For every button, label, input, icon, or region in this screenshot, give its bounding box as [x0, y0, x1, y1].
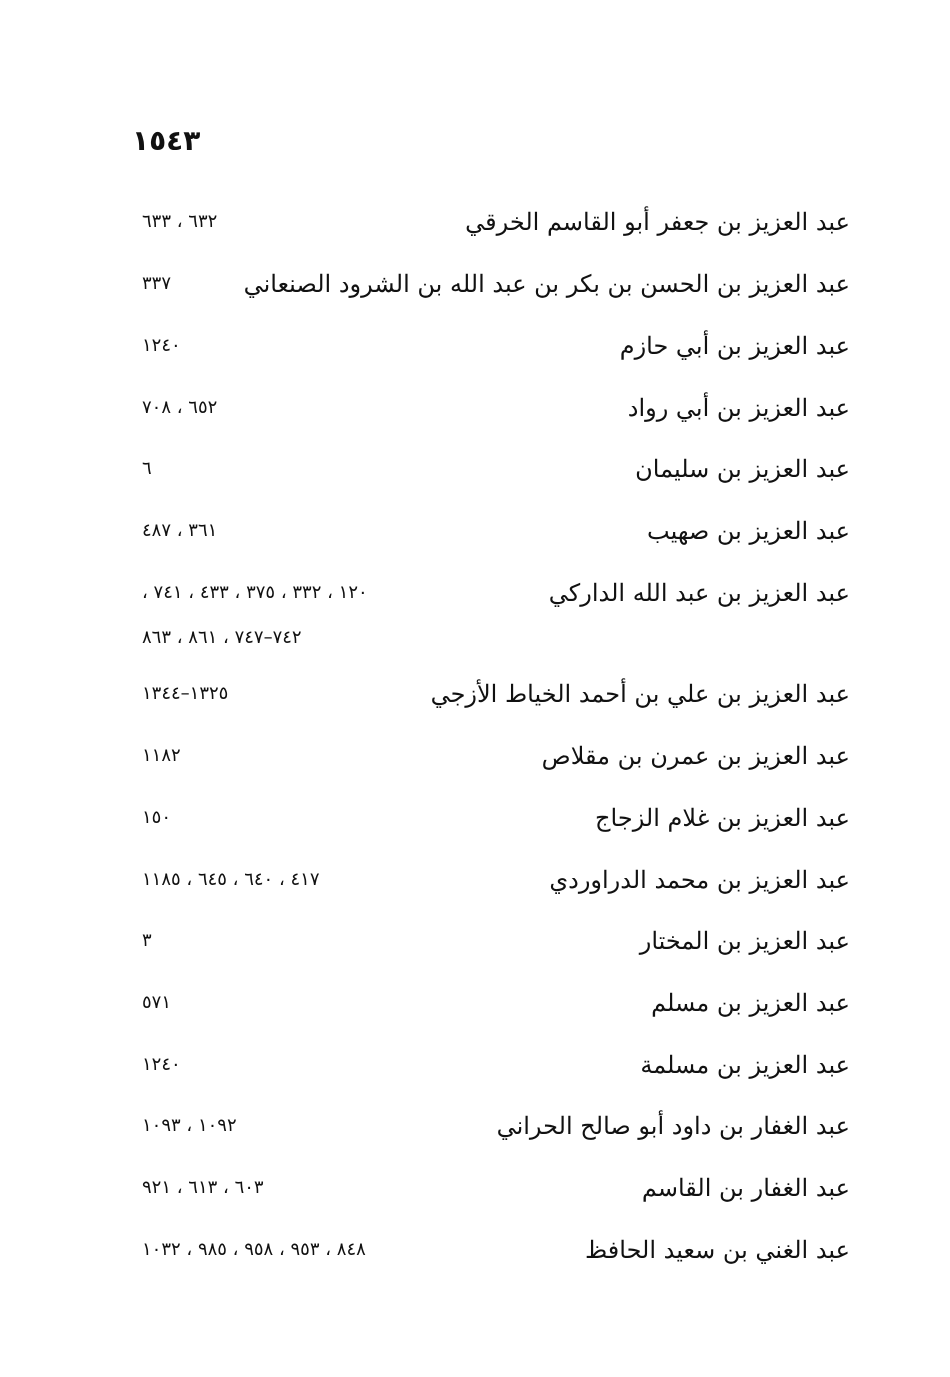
entry-name: عبد العزيز بن صهيب: [647, 517, 850, 545]
entry-page-refs: ١٢٤٠: [142, 335, 181, 356]
page-number: ١٥٤٣: [132, 124, 201, 157]
entry-page-refs: ٦٣٢ ، ٦٣٣: [142, 211, 218, 232]
entry-page-refs-continued: ٧٤٢–٧٤٧ ، ٨٦١ ، ٨٦٣: [142, 627, 302, 648]
entry-name: عبد العزيز بن مسلمة: [640, 1051, 850, 1079]
entry-page-refs: ١٢٠ ، ٣٣٢ ، ٣٧٥ ، ٤٣٣ ، ٧٤١ ،: [142, 582, 368, 603]
entry-page-refs: ٣: [142, 930, 152, 951]
entry-name: عبد العزيز بن الحسن بن بكر بن عبد الله بن الشرود الصنعاني: [243, 270, 850, 298]
entry-name: عبد الغفار بن القاسم: [641, 1174, 850, 1202]
entry-page-refs: ٦: [142, 458, 152, 479]
entry-page-refs: ٣٣٧: [142, 273, 172, 294]
entry-name: عبد العزيز بن عبد الله الداركي: [548, 579, 850, 607]
entry-name: عبد الغفار بن داود أبو صالح الحراني: [496, 1112, 850, 1140]
entry-page-refs: ١٣٢٥–١٣٤٤: [142, 683, 229, 704]
entry-page-refs: ١٢٤٠: [142, 1054, 181, 1075]
entry-page-refs: ١٠٩٢ ، ١٠٩٣: [142, 1115, 237, 1136]
entry-page-refs: ٨٤٨ ، ٩٥٣ ، ٩٥٨ ، ٩٨٥ ، ١٠٣٢: [142, 1239, 366, 1260]
entry-page-refs: ٤١٧ ، ٦٤٠ ، ٦٤٥ ، ١١٨٥: [142, 869, 320, 890]
entry-name: عبد العزيز بن سليمان: [635, 455, 850, 483]
entry-name: عبد العزيز بن علي بن أحمد الخياط الأزجي: [430, 680, 850, 708]
entry-page-refs: ٥٧١: [142, 992, 172, 1013]
entry-name: عبد العزيز بن جعفر أبو القاسم الخرقي: [465, 208, 850, 236]
entry-page-refs: ٦٥٢ ، ٧٠٨: [142, 397, 218, 418]
entry-page-refs: ١٥٠: [142, 807, 172, 828]
entry-name: عبد العزيز بن مسلم: [651, 989, 850, 1017]
entry-name: عبد الغني بن سعيد الحافظ: [585, 1236, 850, 1264]
entry-name: عبد العزيز بن غلام الزجاج: [595, 804, 850, 832]
entry-name: عبد العزيز بن المختار: [639, 927, 850, 955]
entry-name: عبد العزيز بن عمرن بن مقلاص: [541, 742, 850, 770]
entry-page-refs: ٦٠٣ ، ٦١٣ ، ٩٢١: [142, 1177, 264, 1198]
entry-name: عبد العزيز بن أبي حازم: [619, 332, 850, 360]
entry-page-refs: ٣٦١ ، ٤٨٧: [142, 520, 218, 541]
entry-name: عبد العزيز بن أبي رواد: [627, 394, 850, 422]
entry-name: عبد العزيز بن محمد الدراوردي: [549, 866, 850, 894]
entry-page-refs: ١١٨٢: [142, 745, 181, 766]
